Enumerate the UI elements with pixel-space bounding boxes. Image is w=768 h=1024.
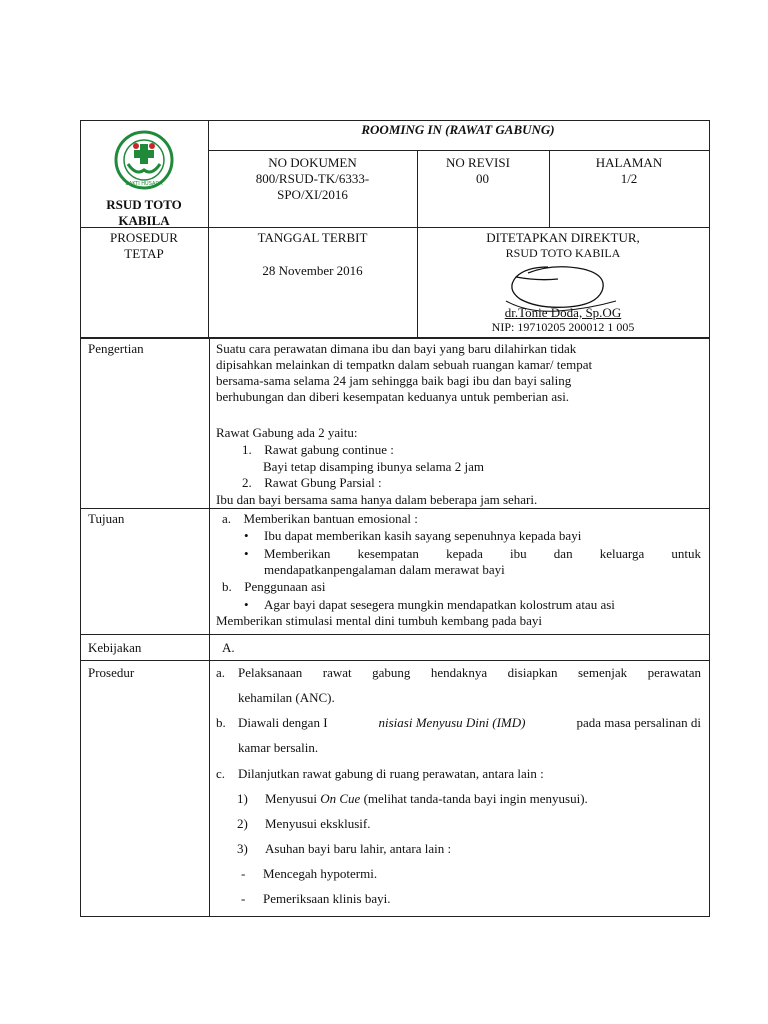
prosedur-a-text: Pelaksanaan rawat gabung hendaknya disiapkan semenjak perawatan [238,665,701,680]
svg-text:BAKTI HUSADA: BAKTI HUSADA [125,181,163,187]
halaman-value: 1/2 [620,171,638,186]
hospital-name: RSUD TOTO KABILA [106,197,182,228]
kebijakan-label: Kebijakan [88,640,142,655]
prosedur-b-text: kamar bersalin. [238,740,319,755]
prosedur-label: Prosedur [88,665,135,680]
list-marker: 2) [237,816,248,831]
halaman-label: HALAMAN [595,155,663,170]
list-item-detail: Bayi tetap disamping ibunya selama 2 jam [263,459,484,474]
bullet-text: Memberikan kesempatan kepada ibu dan keluarga untuk [264,546,701,561]
prosedur-item-text: Menyusui eksklusif. [265,816,371,831]
list-marker: b. [216,715,226,730]
bullet-icon: • [244,597,249,612]
bullet-icon: • [244,546,249,561]
tanggal-terbit-value: 28 November 2016 [262,263,363,278]
no-revisi-cell [446,155,546,187]
ditetapkan-label: DITETAPKAN DIREKTUR, [486,230,640,245]
prosedur-item-text: Menyusui On Cue (melihat tanda-tanda bayi ingin menyusui). [265,791,588,806]
no-dokumen-cell [208,155,417,203]
signer-nip: NIP: 19710205 200012 1 005 [491,320,635,334]
body-divider [80,508,709,509]
pengertian-text: Suatu cara perawatan dimana ibu dan bayi yang baru dilahirkan tidak dipisahkan melainkan di tempatkn dalam sebuah ruangan kamar/ tempat bersama-sama selama 24 jam sehingga baik bagi ibu dan bayi saling berhubungan dan diberi kesempatan keduanya untuk pemberian asi. [216,341,593,404]
bullet-item [244,597,249,613]
pengertian-closing: Ibu dan bayi bersama sama hanya dalam beberapa jam sehari. [216,492,538,507]
prosedur-sub-item: Mencegah hypotermi. [263,866,378,881]
bullet-text: mendapatkanpengalaman dalam merawat bayi [264,562,505,577]
no-dokumen-label: NO DOKUMEN [268,155,357,170]
prosedur-c-text: Dilanjutkan rawat gabung di ruang perawatan, antara lain : [238,766,544,781]
no-dokumen-value: SPO/XI/2016 [277,187,348,202]
list-marker: 3) [237,841,248,856]
tujuan-label: Tujuan [88,511,125,526]
prosedur-tetap-cell: PROSEDUR TETAP [110,230,178,261]
tanggal-terbit-label: TANGGAL TERBIT [257,230,368,245]
bullet-text: Agar bayi dapat sesegera mungkin mendapatkan kolostrum atau asi [264,597,615,612]
list-marker: a. [216,665,226,680]
prosedur-b-text: Diawali dengan I nisiasi Menyusu Dini (IMD) pada masa persalinan di [238,715,701,730]
ditetapkan-org: RSUD TOTO KABILA [505,246,621,260]
tujuan-closing: Memberikan stimulasi mental dini tumbuh kembang pada bayi [216,613,543,628]
list-marker: - [241,866,246,881]
header-divider [208,150,709,151]
list-item: 1. Rawat gabung continue : [242,442,394,457]
no-dokumen-value: 800/RSUD-TK/6333- [255,171,370,186]
no-revisi-label: NO REVISI [446,155,510,170]
list-item: b. Penggunaan asi [222,579,326,594]
prosedur-a-text: kehamilan (ANC). [238,690,335,705]
bullet-icon: • [244,528,249,543]
body-divider [209,338,210,916]
bullet-text: Ibu dapat memberikan kasih sayang sepenuhnya kepada bayi [264,528,582,543]
body-divider [80,634,709,635]
list-marker: c. [216,766,226,781]
kebijakan-value: A. [222,640,235,655]
halaman-cell [549,155,709,187]
signer-name: dr.Tonie Doda, Sp.OG [504,305,622,320]
body-divider [80,660,709,661]
no-revisi-value: 00 [476,171,489,186]
bakti-husada-logo-icon [114,130,174,190]
header-divider [208,120,209,337]
prosedur-sub-item: Pemeriksaan klinis bayi. [263,891,391,906]
list-item: 2. Rawat Gbung Parsial : [242,475,382,490]
pengertian-label: Pengertian [88,341,144,356]
list-item: a. Memberikan bantuan emosional : [222,511,418,526]
bullet-item [244,546,249,562]
bullet-item [244,528,249,544]
pengertian-intro: Rawat Gabung ada 2 yaitu: [216,425,358,440]
prosedur-item-text: Asuhan bayi baru lahir, antara lain : [265,841,452,856]
list-marker: - [241,891,246,906]
document-title: ROOMING IN (RAWAT GABUNG) [361,122,555,137]
list-marker: 1) [237,791,248,806]
